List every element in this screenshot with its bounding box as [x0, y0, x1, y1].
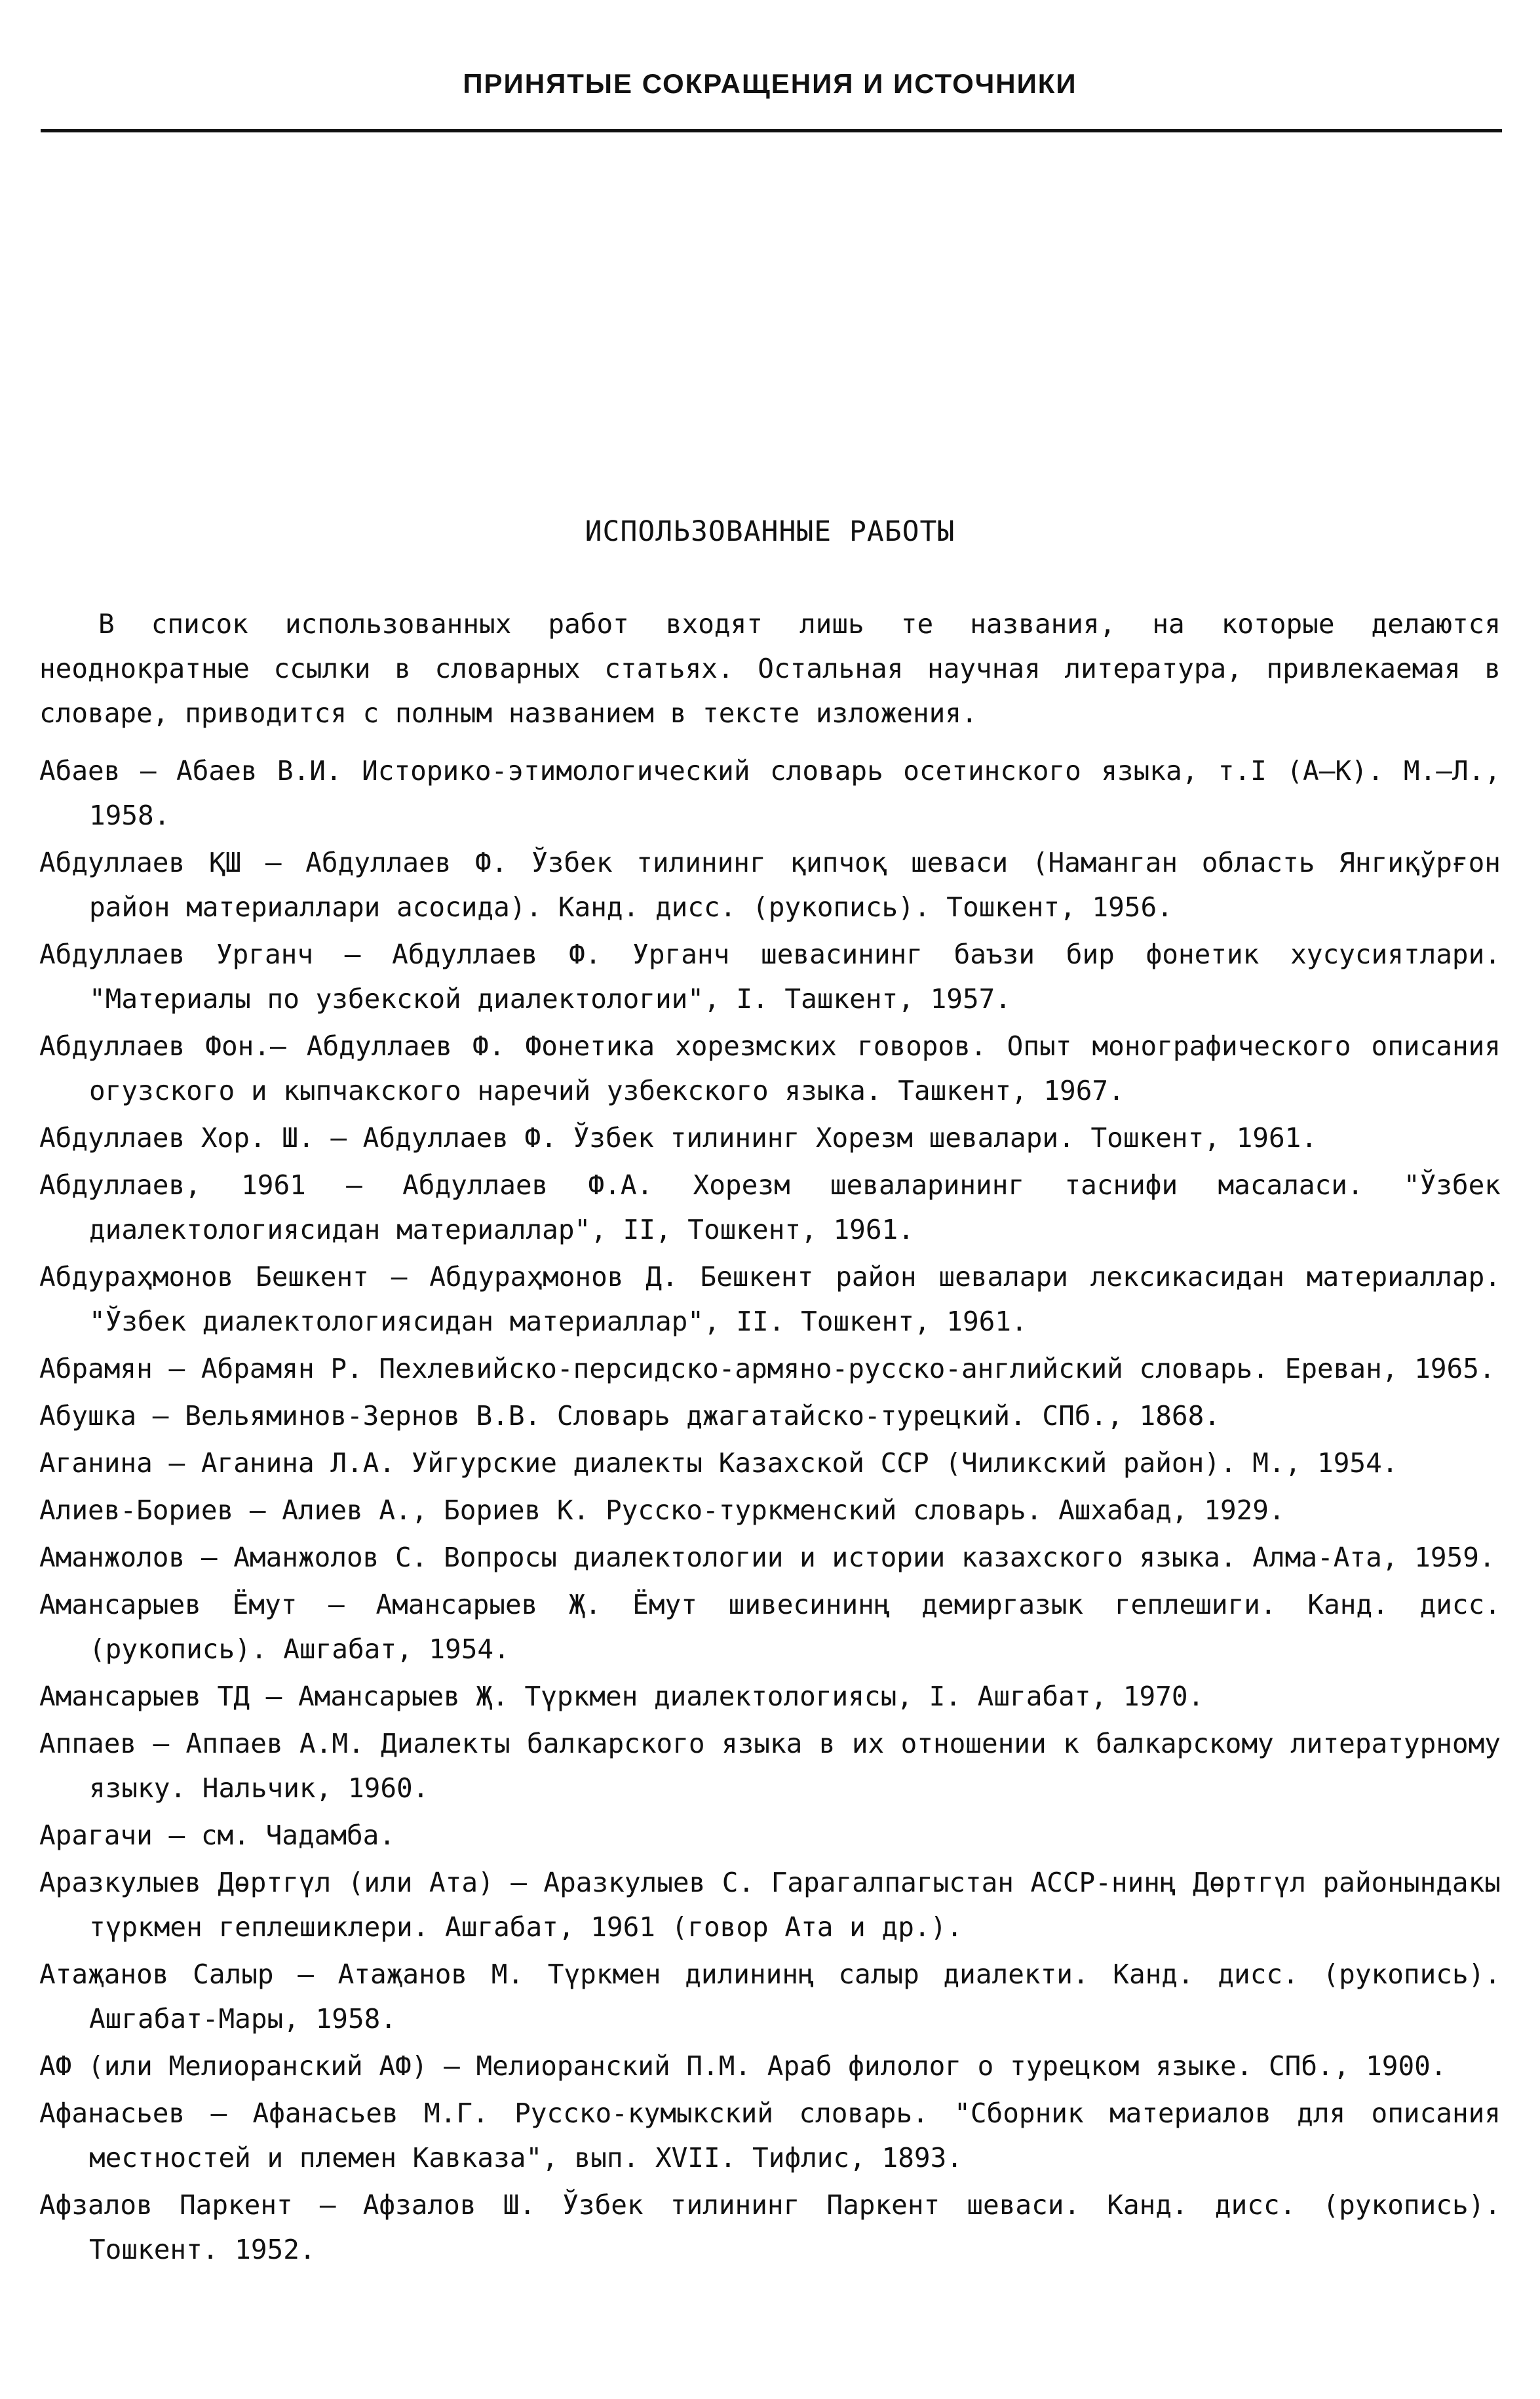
bibliography-entry: Абушка – Вельяминов-Зернов В.В. Словарь джагатайско-турецкий. СПб., 1868.	[39, 1400, 1220, 1432]
header-rule	[41, 129, 1502, 132]
bibliography-entry: Абдуллаев Хор. Ш. – Абдуллаев Ф. Ўзбек тилининг Хорезм шевалари. Тошкент, 1961.	[39, 1122, 1318, 1154]
bibliography-entry: Афзалов Паркент – Афзалов Ш. Ўзбек тилининг Паркент шеваси. Канд. дисс. (рукопись). Тошкент. 1952.	[39, 2189, 1501, 2265]
bibliography-entry: Аразкулыев Дөртгүл (или Ата) – Аразкулыев С. Гарагалпагыстан АССР-нинң Дөртгүл районындакы түркмен геплешиклери. Ашгабат, 1961 (говор Ата и др.).	[39, 1867, 1501, 1943]
bibliography-entry: Абрамян – Абрамян Р. Пехлевийско-персидско-армяно-русско-английский словарь. Ереван, 1965.	[39, 1353, 1495, 1384]
bibliography-list	[39, 749, 1501, 2274]
section-title: ИСПОЛЬЗОВАННЫЕ РАБОТЫ	[585, 515, 955, 548]
bibliography-entry: Аманжолов – Аманжолов С. Вопросы диалектологии и истории казахского языка. Алма-Ата, 1959.	[39, 1542, 1495, 1573]
intro-paragraph: В список использованных работ входят лишь те названия, на которые делаются неоднократные ссылки в словарных статьях. Остальная научная литература, привлекаемая в словаре, приводится с полным названием в тексте изложения.	[39, 608, 1501, 729]
bibliography-entry: Абдуллаев, 1961 – Абдуллаев Ф.А. Хорезм шеваларининг таснифи масаласи. "Ўзбек диалектологиясидан материаллар", II, Тошкент, 1961.	[39, 1169, 1501, 1245]
running-title: ПРИНЯТЫЕ СОКРАЩЕНИЯ И ИСТОЧНИКИ	[463, 68, 1077, 99]
bibliography-entry: Абдуллаев Урганч – Абдуллаев Ф. Урганч шевасининг баъзи бир фонетик хусусиятлари. "Материалы по узбекской диалектологии", I. Ташкент, 1957.	[39, 939, 1501, 1015]
bibliography-entry: Аганина – Аганина Л.А. Уйгурские диалекты Казахской ССР (Чиликский район). М., 1954.	[39, 1447, 1398, 1479]
bibliography-entry: Атаҗанов Салыр – Атаҗанов М. Түркмен дилининң салыр диалекти. Канд. дисс. (рукопись). Ашгабат-Мары, 1958.	[39, 1959, 1501, 2035]
bibliography-entry: Аппаев – Аппаев А.М. Диалекты балкарского языка в их отношении к балкарскому литературному языку. Нальчик, 1960.	[39, 1728, 1501, 1804]
bibliography-entry: Амансарыев Ёмут – Амансарыев Җ. Ёмут шивесининң демиргазык геплешиги. Канд. дисс. (рукопись). Ашгабат, 1954.	[39, 1589, 1501, 1665]
bibliography-entry: Алиев-Бориев – Алиев А., Бориев К. Русско-туркменский словарь. Ашхабад, 1929.	[39, 1494, 1285, 1526]
bibliography-entry: Амансарыев ТД – Амансарыев Җ. Түркмен диалектологиясы, I. Ашгабат, 1970.	[39, 1681, 1204, 1712]
bibliography-entry: АФ (или Мелиоранский АФ) – Мелиоранский П.М. Араб филолог о турецком языке. СПб., 1900.	[39, 2050, 1447, 2082]
bibliography-entry: Афанасьев – Афанасьев М.Г. Русско-кумыкский словарь. "Сборник материалов для описания местностей и племен Кавказа", вып. XVII. Тифлис, 1893.	[39, 2097, 1501, 2174]
bibliography-entry: Абдуллаев Фон.– Абдуллаев Ф. Фонетика хорезмских говоров. Опыт монографического описания огузского и кыпчакского наречий узбекского языка. Ташкент, 1967.	[39, 1030, 1501, 1106]
bibliography-entry: Арагачи – см. Чадамба.	[39, 1820, 396, 1851]
bibliography-entry: Абаев – Абаев В.И. Историко-этимологический словарь осетинского языка, т.I (А–К). М.–Л., 1958.	[39, 755, 1501, 831]
bibliography-entry: Абдураҳмонов Бешкент – Абдураҳмонов Д. Бешкент район шевалари лексикасидан материаллар. "Ўзбек диалектологиясидан материаллар", II. Тошкент, 1961.	[39, 1261, 1501, 1337]
bibliography-entry: Абдуллаев ҚШ – Абдуллаев Ф. Ўзбек тилининг қипчоқ шеваси (Наманган область Янгиқўрғон район материаллари асосида). Канд. дисс. (рукопись). Тошкент, 1956.	[39, 847, 1501, 923]
